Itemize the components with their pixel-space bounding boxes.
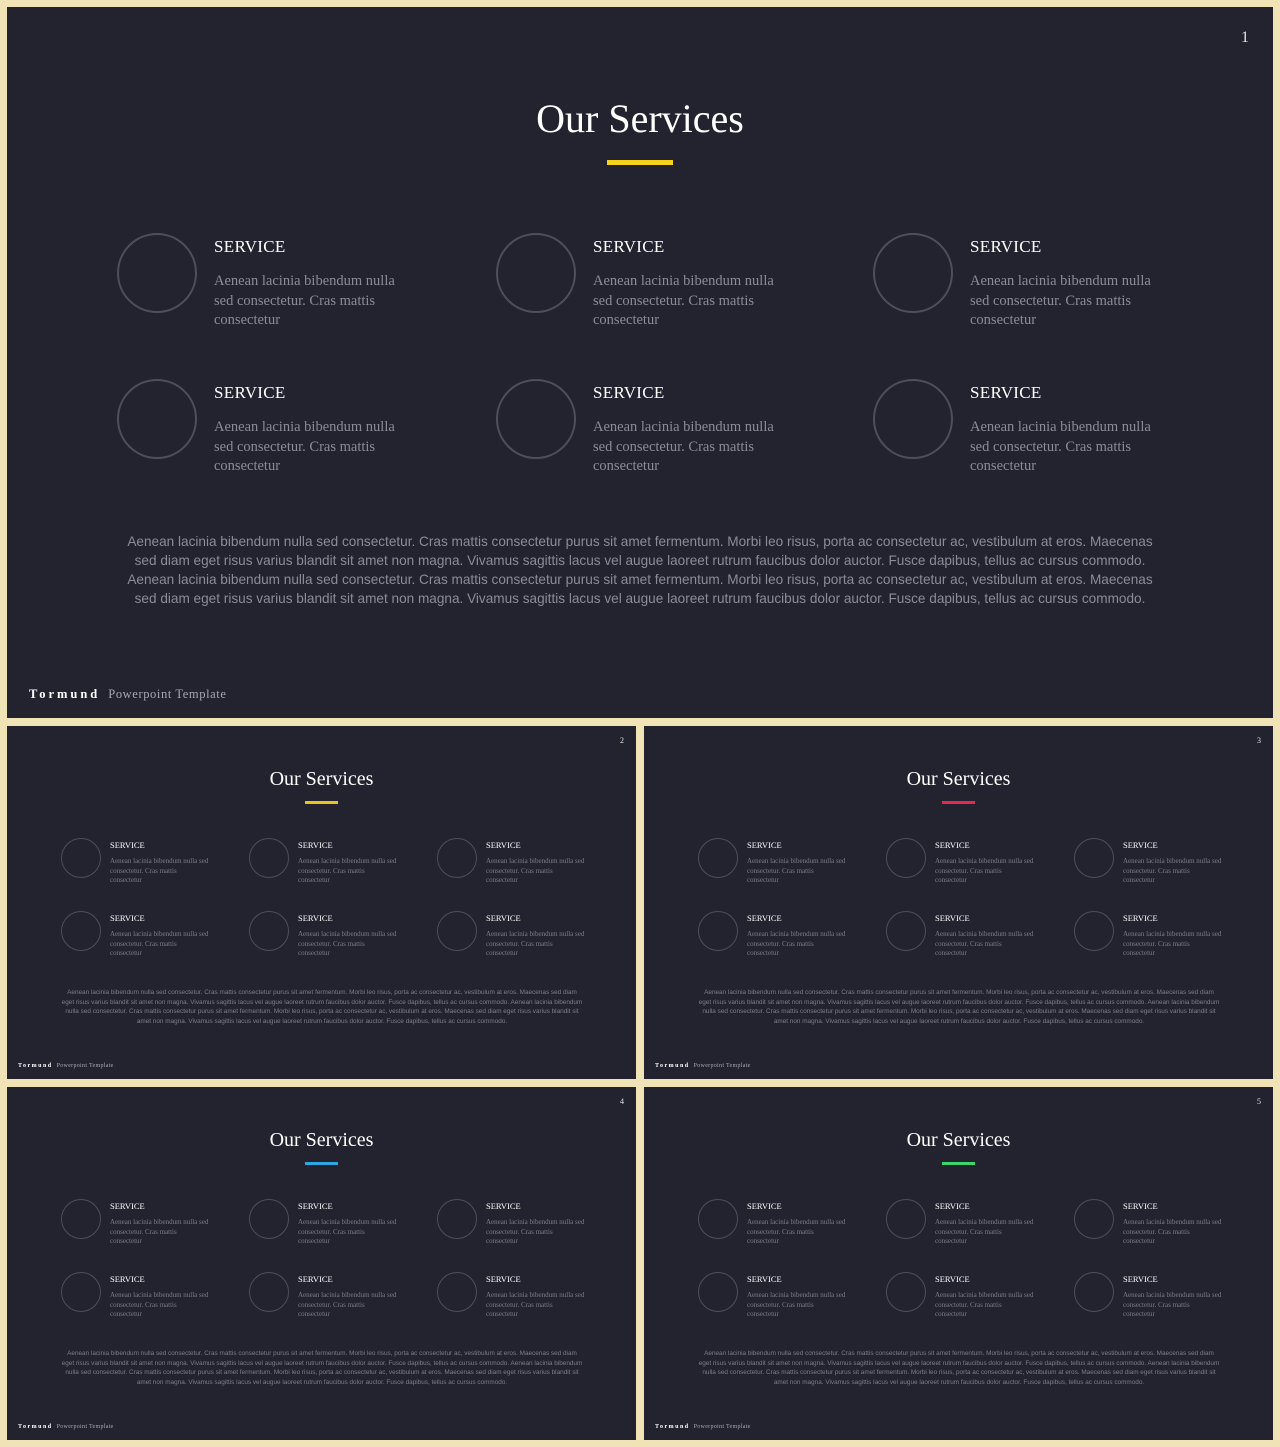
- service-description: Aenean lacinia bibendum nulla sed consectetur. Cras mattis consectetur: [747, 1218, 846, 1246]
- service-item: [61, 1272, 231, 1327]
- service-icon-circle: [886, 838, 926, 878]
- service-title: SERVICE: [298, 840, 333, 850]
- brand-name: Tormund: [18, 1424, 53, 1430]
- body-paragraph: Aenean lacinia bibendum nulla sed consectetur. Cras mattis consectetur purus sit amet fermentum. Morbi leo risus, porta ac consectetur ac, vestibulum at eros. Maecenas sed diam eget risus varius blandit sit amet non magna. Vivamus sagittis lacus vel augue laoreet rutrum faucibus dolor auctor. Fusce dapibus, tellus ac cursus commodo. Aenean lacinia bibendum nulla sed consectetur. Cras mattis consectetur purus sit amet fermentum. Morbi leo risus, porta ac consectetur ac, vestibulum at eros. Maecenas sed diam eget risus varius blandit sit amet non magna. Vivamus sagittis lacus vel augue laoreet rutrum faucibus dolor auctor. Fusce dapibus, tellus ac cursus commodo.: [61, 989, 583, 1025]
- service-description: Aenean lacinia bibendum nulla sed consectetur. Cras mattis consectetur: [1123, 857, 1222, 885]
- service-description: Aenean lacinia bibendum nulla sed consectetur. Cras mattis consectetur: [486, 857, 585, 885]
- service-title: SERVICE: [1123, 1274, 1158, 1284]
- slide-footer: [655, 1424, 751, 1430]
- service-icon-circle: [496, 233, 576, 313]
- service-description: Aenean lacinia bibendum nulla sed consectetur. Cras mattis consectetur: [110, 1291, 209, 1319]
- service-item: [496, 233, 836, 343]
- title-underline: [607, 160, 673, 165]
- service-title: SERVICE: [1123, 913, 1158, 923]
- service-description: Aenean lacinia bibendum nulla sed consectetur. Cras mattis consectetur: [970, 273, 1151, 328]
- service-title: SERVICE: [935, 1274, 970, 1284]
- slide-3[interactable]: [644, 726, 1273, 1079]
- service-item: [117, 379, 457, 489]
- service-icon-circle: [61, 1272, 101, 1312]
- service-item: [249, 1199, 419, 1254]
- service-description: Aenean lacinia bibendum nulla sed consectetur. Cras mattis consectetur: [935, 1218, 1034, 1246]
- service-description: Aenean lacinia bibendum nulla sed consectetur. Cras mattis consectetur: [1123, 1218, 1222, 1246]
- service-title: SERVICE: [110, 840, 145, 850]
- slide-footer: [18, 1424, 114, 1430]
- service-title: SERVICE: [593, 237, 665, 256]
- service-item: [886, 838, 1056, 893]
- service-description: Aenean lacinia bibendum nulla sed consectetur. Cras mattis consectetur: [110, 1218, 209, 1246]
- title-underline: [305, 1162, 338, 1165]
- brand-name: Tormund: [29, 687, 101, 701]
- service-title: SERVICE: [486, 840, 521, 850]
- service-description: Aenean lacinia bibendum nulla sed consectetur. Cras mattis consectetur: [593, 419, 774, 474]
- service-item: [698, 1199, 868, 1254]
- service-icon-circle: [61, 838, 101, 878]
- brand-name: Tormund: [18, 1063, 53, 1069]
- service-icon-circle: [249, 1199, 289, 1239]
- service-description: Aenean lacinia bibendum nulla sed consectetur. Cras mattis consectetur: [747, 857, 846, 885]
- service-icon-circle: [249, 838, 289, 878]
- service-title: SERVICE: [214, 237, 286, 256]
- service-description: Aenean lacinia bibendum nulla sed consectetur. Cras mattis consectetur: [214, 273, 395, 328]
- service-icon-circle: [873, 379, 953, 459]
- service-description: Aenean lacinia bibendum nulla sed consectetur. Cras mattis consectetur: [935, 1291, 1034, 1319]
- service-title: SERVICE: [298, 913, 333, 923]
- service-description: Aenean lacinia bibendum nulla sed consectetur. Cras mattis consectetur: [486, 1218, 585, 1246]
- slide-title: Our Services: [536, 96, 744, 141]
- slide-number: 5: [1257, 1097, 1261, 1106]
- body-paragraph: Aenean lacinia bibendum nulla sed consectetur. Cras mattis consectetur purus sit amet fermentum. Morbi leo risus, porta ac consectetur ac, vestibulum at eros. Maecenas sed diam eget risus varius blandit sit amet non magna. Vivamus sagittis lacus vel augue laoreet rutrum faucibus dolor auctor. Fusce dapibus, tellus ac cursus commodo. Aenean lacinia bibendum nulla sed consectetur. Cras mattis consectetur purus sit amet fermentum. Morbi leo risus, porta ac consectetur ac, vestibulum at eros. Maecenas sed diam eget risus varius blandit sit amet non magna. Vivamus sagittis lacus vel augue laoreet rutrum faucibus dolor auctor. Fusce dapibus, tellus ac cursus commodo.: [698, 1350, 1220, 1386]
- service-icon-circle: [496, 379, 576, 459]
- service-item: [886, 911, 1056, 966]
- slide-footer: [18, 1063, 114, 1069]
- service-item: [873, 233, 1213, 343]
- service-title: SERVICE: [110, 913, 145, 923]
- service-item: [873, 379, 1213, 489]
- service-icon-circle: [437, 1272, 477, 1312]
- service-description: Aenean lacinia bibendum nulla sed consectetur. Cras mattis consectetur: [935, 930, 1034, 958]
- slide-title: Our Services: [906, 1129, 1011, 1151]
- service-title: SERVICE: [593, 383, 665, 402]
- service-item: [437, 911, 607, 966]
- service-icon-circle: [1074, 1272, 1114, 1312]
- service-icon-circle: [437, 911, 477, 951]
- service-item: [61, 1199, 231, 1254]
- service-description: Aenean lacinia bibendum nulla sed consectetur. Cras mattis consectetur: [970, 419, 1151, 474]
- service-item: [249, 838, 419, 893]
- service-title: SERVICE: [486, 913, 521, 923]
- service-title: SERVICE: [747, 1274, 782, 1284]
- service-item: [496, 379, 836, 489]
- service-item: [698, 911, 868, 966]
- service-item: [1074, 838, 1244, 893]
- service-description: Aenean lacinia bibendum nulla sed consectetur. Cras mattis consectetur: [747, 1291, 846, 1319]
- service-item: [698, 1272, 868, 1327]
- service-title: SERVICE: [298, 1201, 333, 1211]
- service-icon-circle: [61, 1199, 101, 1239]
- service-icon-circle: [698, 838, 738, 878]
- service-title: SERVICE: [935, 1201, 970, 1211]
- service-description: Aenean lacinia bibendum nulla sed consectetur. Cras mattis consectetur: [486, 1291, 585, 1319]
- service-description: Aenean lacinia bibendum nulla sed consectetur. Cras mattis consectetur: [1123, 930, 1222, 958]
- service-icon-circle: [437, 1199, 477, 1239]
- service-item: [886, 1199, 1056, 1254]
- service-icon-circle: [1074, 911, 1114, 951]
- service-item: [1074, 911, 1244, 966]
- slide-footer: [655, 1063, 751, 1069]
- service-item: [1074, 1199, 1244, 1254]
- service-title: SERVICE: [747, 913, 782, 923]
- service-description: Aenean lacinia bibendum nulla sed consectetur. Cras mattis consectetur: [214, 419, 395, 474]
- service-description: Aenean lacinia bibendum nulla sed consectetur. Cras mattis consectetur: [1123, 1291, 1222, 1319]
- brand-name: Tormund: [655, 1063, 690, 1069]
- service-description: Aenean lacinia bibendum nulla sed consectetur. Cras mattis consectetur: [110, 930, 209, 958]
- service-description: Aenean lacinia bibendum nulla sed consectetur. Cras mattis consectetur: [298, 1291, 397, 1319]
- body-paragraph: Aenean lacinia bibendum nulla sed consectetur. Cras mattis consectetur purus sit amet fermentum. Morbi leo risus, porta ac consectetur ac, vestibulum at eros. Maecenas sed diam eget risus varius blandit sit amet non magna. Vivamus sagittis lacus vel augue laoreet rutrum faucibus dolor auctor. Fusce dapibus, tellus ac cursus commodo. Aenean lacinia bibendum nulla sed consectetur. Cras mattis consectetur purus sit amet fermentum. Morbi leo risus, porta ac consectetur ac, vestibulum at eros. Maecenas sed diam eget risus varius blandit sit amet non magna. Vivamus sagittis lacus vel augue laoreet rutrum faucibus dolor auctor. Fusce dapibus, tellus ac cursus commodo.: [698, 989, 1220, 1025]
- title-underline: [942, 1162, 975, 1165]
- service-item: [249, 911, 419, 966]
- service-icon-circle: [61, 911, 101, 951]
- service-description: Aenean lacinia bibendum nulla sed consectetur. Cras mattis consectetur: [747, 930, 846, 958]
- brand-name: Tormund: [655, 1424, 690, 1430]
- template-label: Powerpoint Template: [56, 1063, 114, 1069]
- service-title: SERVICE: [970, 237, 1042, 256]
- service-title: SERVICE: [214, 383, 286, 402]
- slide-title: Our Services: [906, 768, 1011, 790]
- body-paragraph: Aenean lacinia bibendum nulla sed consectetur. Cras mattis consectetur purus sit amet fermentum. Morbi leo risus, porta ac consectetur ac, vestibulum at eros. Maecenas sed diam eget risus varius blandit sit amet non magna. Vivamus sagittis lacus vel augue laoreet rutrum faucibus dolor auctor. Fusce dapibus, tellus ac cursus commodo. Aenean lacinia bibendum nulla sed consectetur. Cras mattis consectetur purus sit amet fermentum. Morbi leo risus, porta ac consectetur ac, vestibulum at eros. Maecenas sed diam eget risus varius blandit sit amet non magna. Vivamus sagittis lacus vel augue laoreet rutrum faucibus dolor auctor. Fusce dapibus, tellus ac cursus commodo.: [61, 1350, 583, 1386]
- template-label: Powerpoint Template: [693, 1063, 751, 1069]
- service-item: [61, 838, 231, 893]
- service-description: Aenean lacinia bibendum nulla sed consectetur. Cras mattis consectetur: [110, 857, 209, 885]
- service-icon-circle: [873, 233, 953, 313]
- service-item: [437, 838, 607, 893]
- service-title: SERVICE: [970, 383, 1042, 402]
- service-icon-circle: [249, 911, 289, 951]
- template-label: Powerpoint Template: [693, 1424, 751, 1430]
- service-icon-circle: [1074, 838, 1114, 878]
- service-title: SERVICE: [298, 1274, 333, 1284]
- service-title: SERVICE: [935, 913, 970, 923]
- service-title: SERVICE: [747, 1201, 782, 1211]
- slide-1[interactable]: [7, 7, 1273, 718]
- service-icon-circle: [886, 1199, 926, 1239]
- service-description: Aenean lacinia bibendum nulla sed consectetur. Cras mattis consectetur: [298, 1218, 397, 1246]
- service-description: Aenean lacinia bibendum nulla sed consectetur. Cras mattis consectetur: [935, 857, 1034, 885]
- slide-number: 2: [620, 736, 624, 745]
- service-title: SERVICE: [110, 1274, 145, 1284]
- service-title: SERVICE: [1123, 840, 1158, 850]
- service-description: Aenean lacinia bibendum nulla sed consectetur. Cras mattis consectetur: [298, 930, 397, 958]
- service-title: SERVICE: [110, 1201, 145, 1211]
- slide-number: 3: [1257, 736, 1261, 745]
- service-title: SERVICE: [1123, 1201, 1158, 1211]
- service-icon-circle: [698, 1272, 738, 1312]
- service-description: Aenean lacinia bibendum nulla sed consectetur. Cras mattis consectetur: [486, 930, 585, 958]
- service-icon-circle: [698, 911, 738, 951]
- slide-title: Our Services: [269, 768, 374, 790]
- service-item: [249, 1272, 419, 1327]
- service-title: SERVICE: [747, 840, 782, 850]
- slide-title: Our Services: [269, 1129, 374, 1151]
- slide-number: 4: [620, 1097, 624, 1106]
- service-icon-circle: [1074, 1199, 1114, 1239]
- service-item: [1074, 1272, 1244, 1327]
- body-paragraph: Aenean lacinia bibendum nulla sed consectetur. Cras mattis consectetur purus sit amet fermentum. Morbi leo risus, porta ac consectetur ac, vestibulum at eros. Maecenas sed diam eget risus varius blandit sit amet non magna. Vivamus sagittis lacus vel augue laoreet rutrum faucibus dolor auctor. Fusce dapibus, tellus ac cursus commodo. Aenean lacinia bibendum nulla sed consectetur. Cras mattis consectetur purus sit amet fermentum. Morbi leo risus, porta ac consectetur ac, vestibulum at eros. Maecenas sed diam eget risus varius blandit sit amet non magna. Vivamus sagittis lacus vel augue laoreet rutrum faucibus dolor auctor. Fusce dapibus, tellus ac cursus commodo.: [127, 534, 1153, 606]
- service-item: [437, 1272, 607, 1327]
- title-underline: [305, 801, 338, 804]
- slide-5[interactable]: [644, 1087, 1273, 1440]
- slide-4[interactable]: [7, 1087, 636, 1440]
- title-underline: [942, 801, 975, 804]
- slide-footer: [29, 687, 227, 702]
- service-description: Aenean lacinia bibendum nulla sed consectetur. Cras mattis consectetur: [298, 857, 397, 885]
- service-item: [886, 1272, 1056, 1327]
- slide-number: 1: [1241, 29, 1249, 46]
- template-label: Powerpoint Template: [108, 687, 227, 701]
- service-icon-circle: [249, 1272, 289, 1312]
- service-description: Aenean lacinia bibendum nulla sed consectetur. Cras mattis consectetur: [593, 273, 774, 328]
- slide-2[interactable]: [7, 726, 636, 1079]
- service-icon-circle: [698, 1199, 738, 1239]
- service-title: SERVICE: [486, 1274, 521, 1284]
- service-title: SERVICE: [935, 840, 970, 850]
- service-icon-circle: [886, 911, 926, 951]
- service-item: [437, 1199, 607, 1254]
- service-item: [698, 838, 868, 893]
- service-item: [61, 911, 231, 966]
- service-icon-circle: [886, 1272, 926, 1312]
- service-icon-circle: [117, 379, 197, 459]
- service-icon-circle: [117, 233, 197, 313]
- service-title: SERVICE: [486, 1201, 521, 1211]
- service-icon-circle: [437, 838, 477, 878]
- template-label: Powerpoint Template: [56, 1424, 114, 1430]
- service-item: [117, 233, 457, 343]
